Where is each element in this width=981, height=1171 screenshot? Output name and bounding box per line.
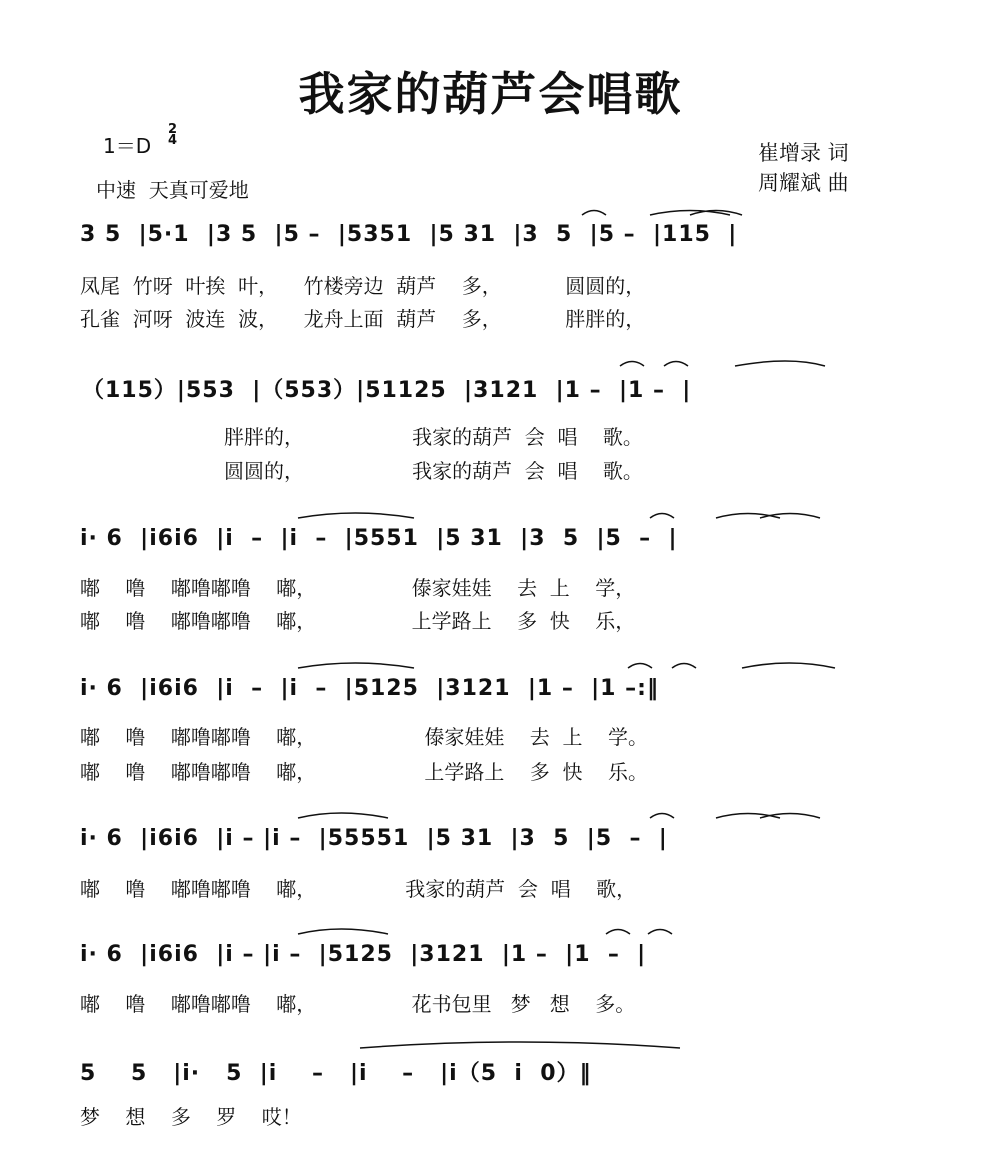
slur-mark [760, 814, 820, 819]
lyric-line: 圆圆的， 我家的葫芦 会 唱 歌。 [224, 459, 643, 483]
slur-mark [582, 211, 606, 216]
lyric-line: 嘟 噜 嘟噜嘟噜 嘟， 傣家娃娃 去 上 学。 [80, 725, 648, 749]
composer-credit: 周耀斌 曲 [758, 171, 849, 195]
slur-mark [620, 362, 644, 367]
slur-mark [606, 930, 630, 935]
slur-mark [648, 930, 672, 935]
slur-mark [742, 663, 835, 668]
slur-mark [298, 813, 388, 818]
song-title: 我家的葫芦会唱歌 [298, 67, 683, 121]
slur-mark [664, 362, 688, 367]
slur-mark [360, 1042, 680, 1048]
lyric-line: 孔雀 河呀 波连 波， 龙舟上面 葫芦 多， 胖胖的， [80, 307, 646, 331]
slur-mark [672, 664, 696, 669]
slur-mark [628, 664, 652, 669]
lyric-line: 梦 想 多 罗 哎！ [80, 1105, 302, 1129]
slur-mark [735, 361, 825, 366]
lyricist-credit: 崔增录 词 [758, 141, 849, 165]
slur-mark [298, 513, 414, 518]
slur-mark [650, 814, 674, 819]
notation-line: 5 5 |i· 5 |i – |i – |i（5 i 0）‖ [80, 1061, 592, 1086]
notation-line: i· 6 |i6i6 |i – |i – |5551 |5 31 |3 5 |5 – | [80, 526, 678, 551]
lyric-line: 嘟 噜 嘟噜嘟噜 嘟， 花书包里 梦 想 多。 [80, 992, 636, 1016]
tempo-marking: 中速 天真可爱地 [96, 178, 249, 202]
slur-mark [650, 514, 674, 519]
slur-mark [298, 929, 388, 934]
notation-line: i· 6 |i6i6 |i – |i – |5125 |3121 |1 – |1 –:‖ [80, 676, 659, 701]
lyric-line: 嘟 噜 嘟噜嘟噜 嘟， 傣家娃娃 去 上 学， [80, 576, 636, 600]
slur-mark [298, 663, 414, 668]
key-signature: 1＝D [103, 134, 152, 158]
lyric-line: 胖胖的， 我家的葫芦 会 唱 歌。 [224, 425, 643, 449]
slur-mark [760, 514, 820, 519]
lyric-line: 嘟 噜 嘟噜嘟噜 嘟， 我家的葫芦 会 唱 歌， [80, 877, 637, 901]
time-signature: 2 4 [168, 122, 178, 148]
lyric-line: 嘟 噜 嘟噜嘟噜 嘟， 上学路上 多 快 乐， [80, 609, 636, 633]
notation-line: i· 6 |i6i6 |i – |i – |55551 |5 31 |3 5 |5 – | [80, 826, 668, 851]
notation-line: i· 6 |i6i6 |i – |i – |5125 |3121 |1 – |1 – | [80, 942, 647, 967]
lyric-line: 凤尾 竹呀 叶挨 叶， 竹楼旁边 葫芦 多， 圆圆的， [80, 274, 646, 298]
lyric-line: 嘟 噜 嘟噜嘟噜 嘟， 上学路上 多 快 乐。 [80, 760, 648, 784]
notation-line: （115）|553 |（553）|51125 |3121 |1 – |1 – | [82, 378, 692, 403]
notation-line: 3 5 |5·1 |3 5 |5 – |5351 |5 31 |3 5 |5 – |115 | [80, 222, 738, 247]
